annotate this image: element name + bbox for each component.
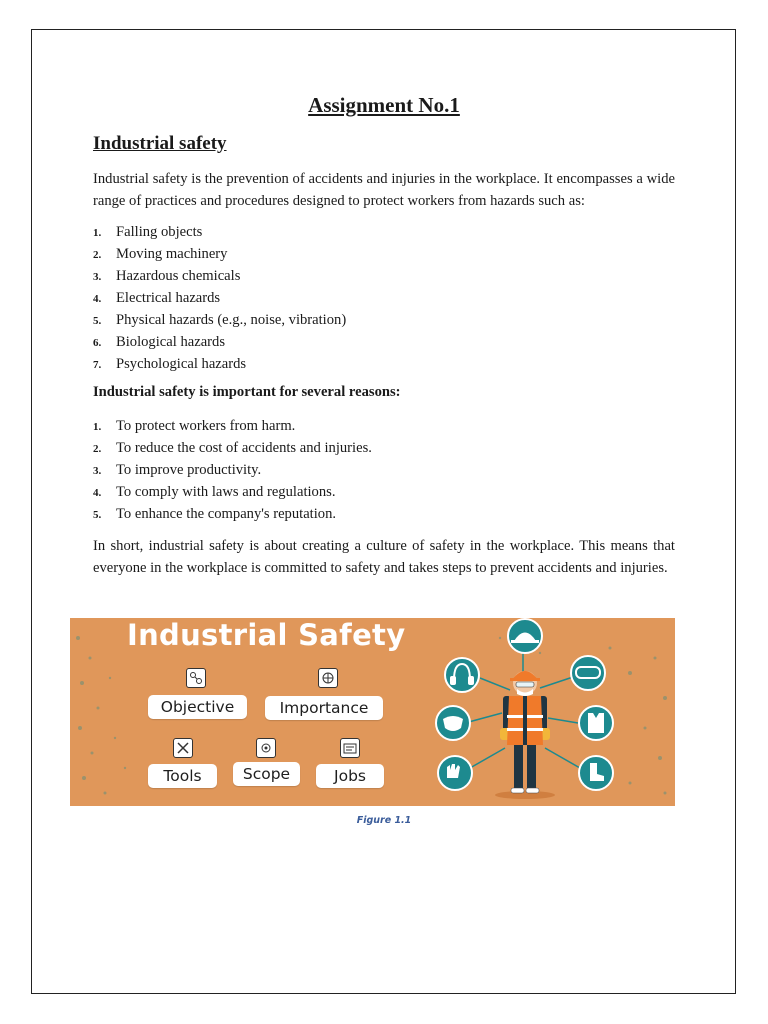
list-item: 5. Physical hazards (e.g., noise, vibration) — [93, 312, 347, 328]
importance-label: Importance — [265, 696, 383, 720]
face-mask-icon — [436, 706, 470, 740]
reasons-list — [93, 415, 675, 525]
jobs-label: Jobs — [316, 764, 384, 788]
document-title: Assignment No.1 — [308, 93, 460, 117]
hard-hat-icon — [508, 619, 542, 653]
list-item: 4. Electrical hazards — [93, 290, 221, 306]
list-item: 4. To comply with laws and regulations. — [93, 484, 336, 500]
conclusion-paragraph: In short, industrial safety is about creating a culture of safety in the workplace. This means that everyone in the workplace is committed to safety and takes steps to prevent accidents and injuries. — [93, 538, 675, 576]
ear-muffs-icon — [445, 658, 479, 692]
section-heading: Industrial safety — [93, 133, 227, 154]
list-item: 5. To enhance the company's reputation. — [93, 506, 337, 522]
scope-label: Scope — [233, 762, 300, 786]
objective-label: Objective — [148, 695, 247, 719]
list-item: 1. Falling objects — [93, 224, 203, 240]
scope-icon — [256, 738, 276, 758]
reasons-heading: Industrial safety is important for several reasons: — [93, 384, 401, 400]
tools-label: Tools — [148, 764, 217, 788]
hazards-list — [93, 221, 675, 375]
gloves-icon — [438, 756, 472, 790]
objective-icon — [186, 668, 206, 688]
safety-worker-illustration — [495, 671, 555, 799]
list-item: 3. To improve productivity. — [93, 462, 262, 478]
intro-paragraph: Industrial safety is the prevention of accidents and injuries in the workplace. It encompasses a wide range of practices and procedures designed to protect workers from hazards such as: — [93, 171, 675, 209]
list-item: 6. Biological hazards — [93, 334, 226, 350]
list-item: 2. To reduce the cost of accidents and injuries. — [93, 440, 372, 456]
figure-caption: Figure 1.1 — [356, 815, 412, 826]
safety-boot-icon — [579, 756, 613, 790]
list-item: 7. Psychological hazards — [93, 356, 247, 372]
jobs-icon — [340, 738, 360, 758]
importance-icon — [318, 668, 338, 688]
safety-vest-icon — [579, 706, 613, 740]
list-item: 3. Hazardous chemicals — [93, 268, 241, 284]
goggles-icon — [571, 656, 605, 690]
banner-title: Industrial Safety — [127, 618, 406, 652]
list-item: 2. Moving machinery — [93, 246, 228, 262]
industrial-safety-banner — [70, 618, 675, 806]
list-item: 1. To protect workers from harm. — [93, 418, 296, 434]
tools-icon — [173, 738, 193, 758]
